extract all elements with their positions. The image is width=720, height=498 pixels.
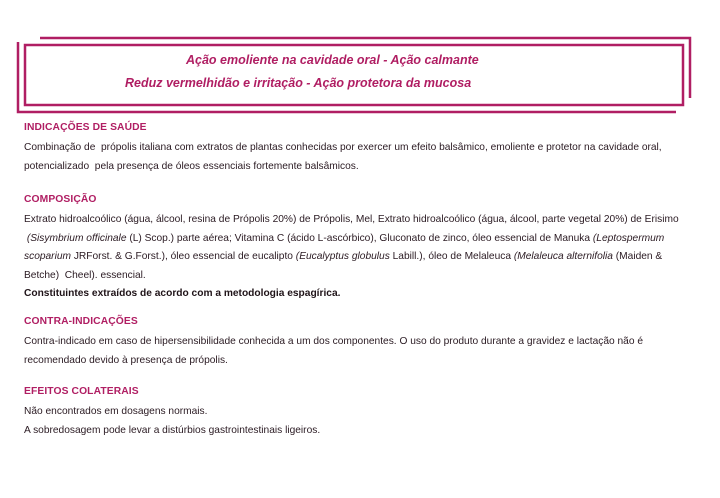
section-body xyxy=(24,211,696,304)
header-banner xyxy=(0,0,720,115)
body-line: Betche) Cheel). essencial. xyxy=(24,269,146,281)
section-body xyxy=(24,139,696,176)
section-contraindications xyxy=(24,316,696,370)
species-name: (Sisymbrium officinale xyxy=(26,232,127,244)
species-name: scoparium xyxy=(24,251,71,263)
spagyric-note: Constituintes extraídos de acordo com a metodologia espagírica. xyxy=(24,288,341,300)
body-line: Extrato hidroalcoólico (água, álcool, resina de Própolis 20%) de Própolis, Mel, Extrato hidroalcoólico (água, álcool, parte vegetal 20%) de Erisimo xyxy=(24,214,679,225)
body-line xyxy=(24,230,696,249)
body-line: Não encontrados em dosagens normais. xyxy=(24,406,208,417)
section-heading: INDICAÇÕES DE SAÚDE xyxy=(24,122,147,133)
species-name: (Leptospermum xyxy=(592,232,665,244)
body-text-run: (L) Scop.) parte aérea; Vitamina C (ácido L-ascórbico), Gluconato de zinco, óleo essencial de Manuka xyxy=(126,232,593,244)
section-composition xyxy=(24,194,696,304)
body-line: A sobredosagem pode levar a distúrbios gastrointestinais ligeiros. xyxy=(24,424,321,436)
banner-line-2: Reduz vermelhidão e irritação - Ação protetora da mucosa xyxy=(125,76,472,90)
body-line: Combinação de própolis italiana com extratos de plantas conhecidas por exercer um efeito balsâmico, emoliente e protetor na cavidade oral, xyxy=(24,142,662,153)
section-body xyxy=(24,403,696,440)
section-body xyxy=(24,333,696,370)
section-heading: COMPOSIÇÃO xyxy=(24,194,97,205)
body-text-run: Labill.), óleo de Melaleuca xyxy=(389,251,514,263)
banner-line-1: Ação emoliente na cavidade oral - Ação calmante xyxy=(186,53,479,67)
body-text-run: (Maiden & xyxy=(612,251,663,263)
body-line: recomendado devido à presença de própolis. xyxy=(24,354,228,366)
section-side-effects xyxy=(24,386,696,440)
body-line xyxy=(24,248,696,267)
body-line: potencializado pela presença de óleos essenciais fortemente balsâmicos. xyxy=(24,160,359,172)
species-name: (Eucalyptus globulus xyxy=(295,251,390,263)
body-text-run: JRForst. & G.Forst.), óleo essencial de eucalipto xyxy=(71,251,296,263)
section-health-indications xyxy=(24,122,696,176)
species-name: (Melaleuca alternifolia xyxy=(513,251,613,263)
section-heading: CONTRA-INDICAÇÕES xyxy=(24,316,138,327)
body-line: Contra-indicado em caso de hipersensibilidade conhecida a um dos componentes. O uso do produto durante a gravidez e lactação não é xyxy=(24,336,644,347)
section-heading: EFEITOS COLATERAIS xyxy=(24,386,139,397)
